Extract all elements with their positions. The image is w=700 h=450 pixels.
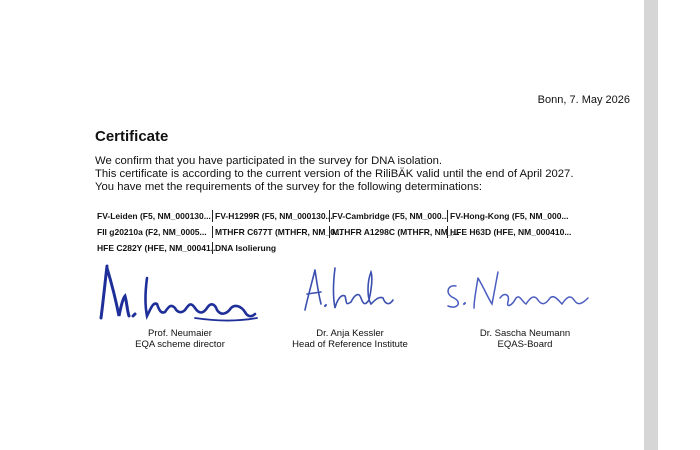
determination-item: FV-Hong-Kong (F5, NM_000... <box>447 210 565 222</box>
determination-item: MTHFR C677T (MTHFR, NM_0... <box>212 226 329 238</box>
signer-neumaier <box>95 258 265 358</box>
determination-item: FV-Leiden (F5, NM_000130... <box>97 211 211 221</box>
determination-item: HFE C282Y (HFE, NM_00041... <box>97 243 218 253</box>
statement-line: We confirm that you have participated in the survey for DNA isolation. <box>95 155 443 167</box>
determination-item: FII g20210a (F2, NM_0005... <box>97 227 207 237</box>
signer-name: Dr. Anja Kessler <box>316 328 384 339</box>
determination-item: FV-H1299R (F5, NM_000130... <box>212 210 329 222</box>
signature-block <box>95 258 615 358</box>
handwritten-signature-icon <box>95 258 265 328</box>
issue-date: Bonn, 7. May 2026 <box>537 94 630 106</box>
determinations-grid <box>95 210 572 254</box>
certificate-statement <box>95 155 615 194</box>
determination-item: HFE H63D (HFE, NM_000410... <box>447 226 565 238</box>
handwritten-signature-icon <box>265 258 435 328</box>
determination-item: FV-Cambridge (F5, NM_000... <box>329 210 447 222</box>
signer-neumann <box>440 258 610 358</box>
signer-name: Dr. Sascha Neumann <box>479 328 571 339</box>
statement-line: You have met the requirements of the survey for the following determinations: <box>95 181 483 193</box>
page-title: Certificate <box>95 128 169 145</box>
vertical-scrollbar[interactable] <box>644 0 658 450</box>
signer-role: EQAS-Board <box>497 339 553 350</box>
signer-name: Prof. Neumaier <box>148 328 212 339</box>
determination-item: MTHFR A1298C (MTHFR, NM_... <box>329 226 447 238</box>
signer-role: Head of Reference Institute <box>292 339 408 350</box>
determination-item: DNA Isolierung <box>212 242 329 254</box>
signer-kessler <box>265 258 435 358</box>
handwritten-signature-icon <box>440 258 610 328</box>
signer-role: EQA scheme director <box>135 339 225 350</box>
statement-line: This certificate is according to the current version of the RiliBÄK valid until the end of April 2027. <box>95 168 574 180</box>
